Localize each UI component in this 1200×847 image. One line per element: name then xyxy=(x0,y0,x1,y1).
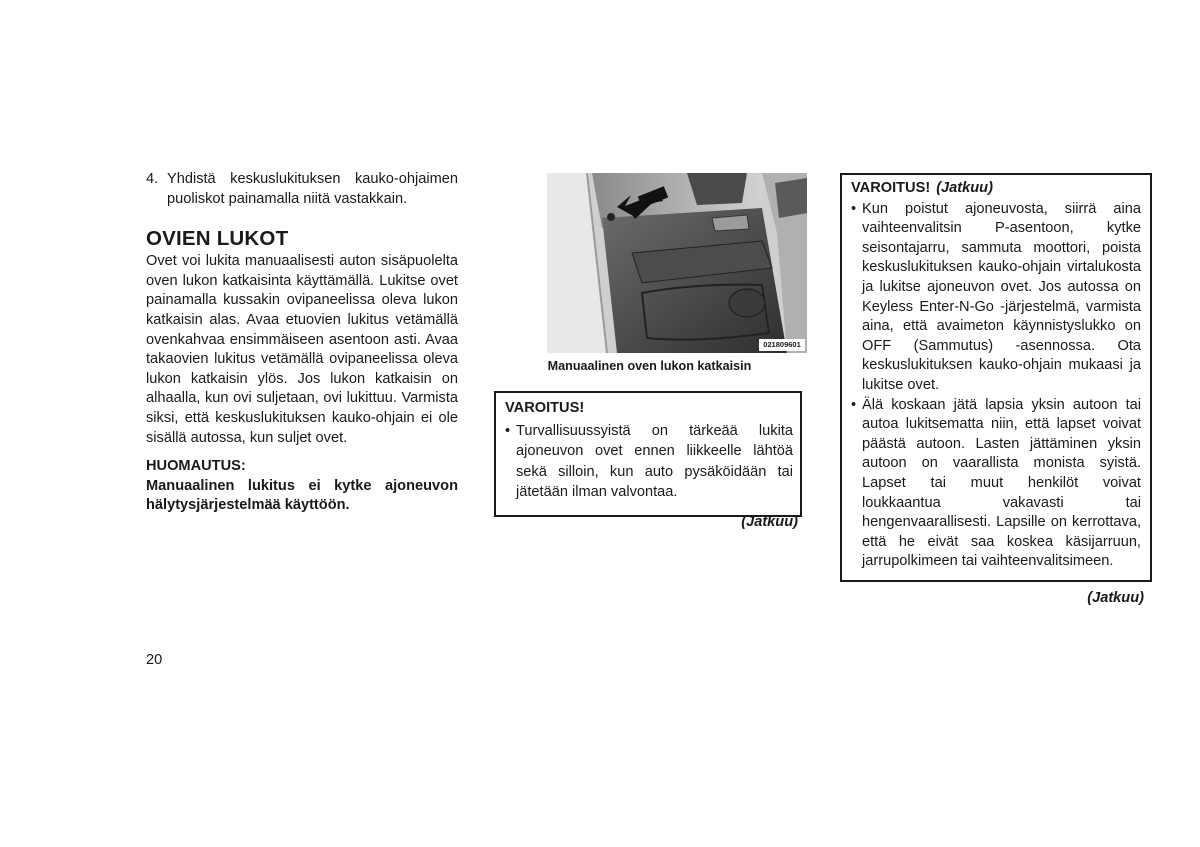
page-number: 20 xyxy=(146,652,163,668)
warning-item-text: Turvallisuussyistä on tärkeää lukita ajoneuvon ovet ennen liikkeelle lähtöä sekä silloin, kun auto pysäköidään tai jätetään ilman valvontaa. xyxy=(516,422,793,500)
warning-item xyxy=(505,421,793,503)
figure-code: 021809601 xyxy=(763,340,801,349)
figure-caption: Manuaalinen oven lukon katkaisin xyxy=(547,359,752,373)
note-title: HUOMAUTUS: xyxy=(146,458,246,475)
door-panel xyxy=(602,208,787,353)
section-body: Ovet voi lukita manuaalisesti auton sisäpuolelta oven lukon katkaisinta käyttämällä. Lukitse ovet painamalla kussakin ovipaneelissa oleva lukon katkaisin alas. Avaa etuovien lukitus vetämällä ovenkahvaa ensimmäiseen asentoon asti. Avaa takaovien lukitus vetämällä ovipaneelissa oleva lukon katkaisin ylös. Jos lukon katkaisin on alhaalla, kun ovi suljetaan, ovi lukittuu. Varmista siksi, että keskuslukituksen kauko-ohjain ei ole sisällä autossa, kun suljet ovet. xyxy=(146,253,458,446)
note-text: Manuaalinen lukitus ei kytke ajoneuvon hälytysjärjestelmää käyttöön. xyxy=(146,477,458,514)
warning-title-continued: (Jatkuu) xyxy=(936,180,993,196)
step-text: Yhdistä keskuslukituksen kauko-ohjaimen puoliskot painamalla niitä vastakkain. xyxy=(167,171,458,207)
numbered-step xyxy=(146,170,458,209)
warning-title: VAROITUS! xyxy=(851,180,931,196)
warning-box xyxy=(494,391,802,517)
warning-box-continued xyxy=(840,173,1152,582)
door-lock-figure xyxy=(547,173,807,353)
lock-knob xyxy=(607,213,615,221)
bullet-icon: • xyxy=(851,396,857,413)
warning-item-text: Kun poistut ajoneuvosta, siirrä aina vaihteenvalitsin P-asentoon, kytke seisontajarru, sammuta moottori, poista keskuslukituksen kauko-ohjain virtalukosta ja lukitse ajoneuvon ovet. Jos autossa on Keyless Enter-N-Go -järjestelmä, varmista aina, että avaimeton käynnistyslukko on OFF (Sammutus) -asennossa. Ota keskuslukituksen kauko-ohjain mukaasi ja lukitse ovet. xyxy=(862,200,1141,393)
warning-title: VAROITUS! xyxy=(505,400,585,416)
left-column xyxy=(146,170,458,516)
warning-item-text: Älä koskaan jätä lapsia yksin autoon tai autoa lukitsematta niin, että lapset voivat päästä autoon. Lasten jättäminen yksin autoon on vaarallista monista syistä. Lapset tai muut henkilöt voivat loukkaantua vakavasti tai hengenvaarallisesti. Lapsille on kerrottava, että he eivät saa koskea käsijarruun, jarrupolkimeen tai vaihteenvalitsimeen. xyxy=(862,396,1141,570)
section-heading: OVIEN LUKOT xyxy=(146,227,289,251)
warning-title-row xyxy=(851,179,1141,199)
bullet-icon: • xyxy=(851,200,857,217)
step-number: 4. xyxy=(146,171,159,187)
continued-label: (Jatkuu) xyxy=(1087,590,1144,606)
warning-item xyxy=(851,200,1141,396)
warning-item xyxy=(851,396,1141,572)
door-handle xyxy=(712,215,749,231)
mirror xyxy=(687,173,747,205)
speaker xyxy=(729,289,765,317)
continued-label: (Jatkuu) xyxy=(741,514,798,530)
bullet-icon: • xyxy=(505,422,511,439)
